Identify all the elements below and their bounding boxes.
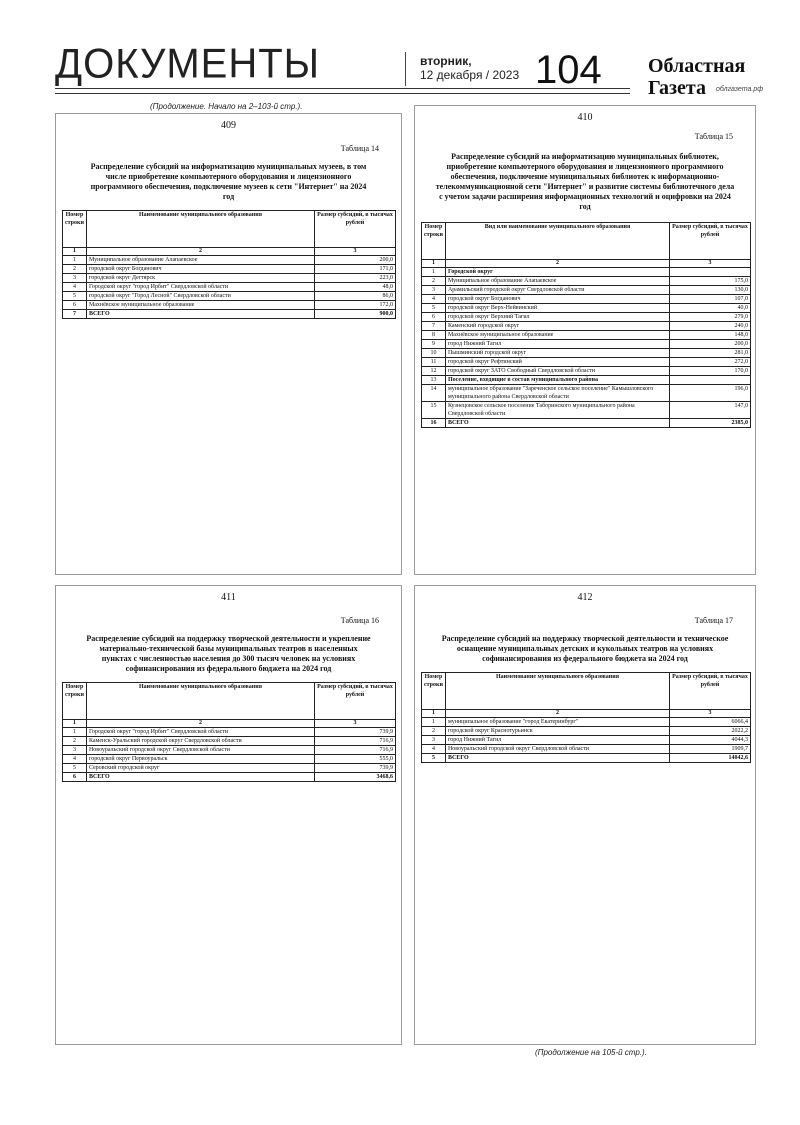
row-name: Серовский городской округ [86,764,314,773]
row-amount: 555,0 [315,755,396,764]
row-amount: 107,0 [670,295,751,304]
row-amount: 40,0 [670,304,751,313]
row-amount: 240,0 [670,322,751,331]
table-row [422,402,751,419]
col-header-name: Вид или наименование муниципального образования [445,223,669,260]
col-index: 2 [445,710,669,718]
row-name: Новоуральский городской округ Свердловской области [445,745,669,754]
row-name: городской округ Верх-Нейвинский [445,304,669,313]
table-row [63,301,396,310]
table-row [63,283,396,292]
row-amount: 130,0 [670,286,751,295]
table-index-row [422,260,751,268]
col-index: 1 [422,260,446,268]
row-number: 1 [63,256,87,265]
row-amount: 86,0 [315,292,396,301]
row-number: 15 [422,402,446,419]
col-header-amount: Размер субсидий, в тысячах рублей [315,211,396,248]
col-index: 1 [63,720,87,728]
table-row [63,764,396,773]
table-panel-409 [55,113,402,575]
row-amount: 223,0 [315,274,396,283]
table-row [422,745,751,754]
row-number: 11 [422,358,446,367]
row-amount: 739,9 [315,728,396,737]
row-amount: 279,0 [670,313,751,322]
col-index: 1 [63,248,87,256]
row-name: ВСЕГО [86,773,314,782]
row-amount: 170,0 [670,367,751,376]
row-name: муниципальное образование "Зареченское сельское поселение" Камышловского муниципального района Свердловской области [445,385,669,402]
table-number: 411 [221,592,236,603]
table-row [422,304,751,313]
row-number: 5 [422,754,446,763]
table-number: 409 [221,120,236,131]
col-index: 2 [86,248,314,256]
table-row [63,746,396,755]
logo-line-1: Областная [648,55,746,77]
row-amount: 175,0 [670,277,751,286]
row-amount: 4044,3 [670,736,751,745]
row-number: 4 [422,745,446,754]
row-number: 6 [422,313,446,322]
row-number: 1 [63,728,87,737]
row-amount: 1909,7 [670,745,751,754]
table-label: Таблица 17 [694,616,733,625]
row-name: городской округ Дегтярск [86,274,314,283]
header-separator [405,52,406,86]
row-amount: 200,0 [670,340,751,349]
row-amount: 739,9 [315,764,396,773]
row-amount: 14042,6 [670,754,751,763]
table-row [422,268,751,277]
row-number: 5 [63,292,87,301]
row-name: Городской округ [445,268,669,277]
col-header-name: Наименование муниципального образования [445,673,669,710]
issue-weekday: вторник, [420,54,472,68]
table-row [422,286,751,295]
row-name: Новоуральский городской округ Свердловской области [86,746,314,755]
row-number: 7 [422,322,446,331]
row-name: Кузнецовское сельское поселение Таборинского муниципального района Свердловской области [445,402,669,419]
row-number: 14 [422,385,446,402]
table-row [422,349,751,358]
table-row [422,419,751,428]
row-name: Арамильский городской округ Свердловской области [445,286,669,295]
row-number: 9 [422,340,446,349]
subsidy-table [62,210,396,319]
table-header-row [63,211,396,248]
col-header-name: Наименование муниципального образования [86,211,314,248]
row-number: 3 [63,746,87,755]
col-header-amount: Размер субсидий, в тысячах рублей [670,223,751,260]
row-name: ВСЕГО [445,754,669,763]
row-amount: 196,0 [670,385,751,402]
table-row [63,292,396,301]
row-number: 6 [63,301,87,310]
subsidy-table [421,672,751,763]
row-name: муниципальное образование "город Екатеринбург" [445,718,669,727]
col-header-name: Наименование муниципального образования [86,683,314,720]
table-title: Распределение субсидий на информатизацию муниципальных библиотек, приобретение компьютерного оборудования и лицензионного программного обеспечения, подключение муниципальных библиотек к информационно-телекоммуникационной сети "Интернет" и развитие системы библиотечного дела с учетом задачи расширения информационных технологий и оцифровки на 2024 год [435,152,735,211]
row-amount: 3468,6 [315,773,396,782]
table-row [422,736,751,745]
table-row [63,274,396,283]
col-header-number: Номер строки [422,223,446,260]
table-row [63,265,396,274]
issue-date-value: 12 декабря / 2023 [420,68,520,82]
continued-from-note: (Продолжение. Начало на 2–103-й стр.). [150,102,303,111]
site-name: облгазета.рф [716,86,764,93]
row-number: 4 [63,755,87,764]
row-number: 7 [63,310,87,319]
row-name: городской округ Первоуральск [86,755,314,764]
row-number: 3 [422,736,446,745]
row-amount: 2022,2 [670,727,751,736]
row-name: городской округ Богданович [445,295,669,304]
row-amount: 716,9 [315,746,396,755]
table-row [422,754,751,763]
table-row [422,367,751,376]
col-header-amount: Размер субсидий, в тысячах рублей [315,683,396,720]
row-name: городской округ ЗАТО Свободный Свердловской области [445,367,669,376]
col-index: 2 [86,720,314,728]
row-number: 4 [422,295,446,304]
row-name: городской округ Краснотурьинск [445,727,669,736]
row-amount: 2385,0 [670,419,751,428]
table-number: 412 [577,592,593,603]
row-name: городской округ Верхний Тагил [445,313,669,322]
table-number: 410 [577,112,593,123]
table-row [422,385,751,402]
table-row [422,727,751,736]
row-number: 2 [63,265,87,274]
table-index-row [63,248,396,256]
header-rule-2 [55,93,630,94]
issue-date [420,54,519,82]
row-name: городской округ Рефтинский [445,358,669,367]
col-index: 1 [422,710,446,718]
row-amount: 148,0 [670,331,751,340]
table-index-row [422,710,751,718]
row-amount: 172,0 [315,301,396,310]
table-panel-411 [55,585,402,1045]
col-header-number: Номер строки [422,673,446,710]
row-number: 2 [63,737,87,746]
row-number: 3 [63,274,87,283]
row-number: 8 [422,331,446,340]
row-number: 12 [422,367,446,376]
row-amount: 716,9 [315,737,396,746]
logo-line-2: Газета [648,77,706,99]
table-row [422,277,751,286]
row-number: 10 [422,349,446,358]
table-row [422,331,751,340]
col-header-number: Номер строки [63,211,87,248]
table-row [422,295,751,304]
row-amount: 272,0 [670,358,751,367]
table-label: Таблица 16 [340,616,379,625]
col-header-number: Номер строки [63,683,87,720]
table-row [422,358,751,367]
table-header-row [422,673,751,710]
table-panel-410 [414,105,756,575]
row-name: Каменск-Уральский городской округ Свердловской области [86,737,314,746]
section-title: ДОКУМЕНТЫ [55,40,321,88]
col-index: 3 [315,720,396,728]
row-number: 16 [422,419,446,428]
row-number: 1 [422,718,446,727]
subsidy-table [62,682,396,782]
row-name: Городской округ "город Ирбит" Свердловской области [86,283,314,292]
table-title: Распределение субсидий на поддержку творческой деятельности и техническое оснащение муниципальных детских и кукольных театров на условиях софинансирования из федерального бюджета на 2024 год [441,634,729,663]
table-header-row [422,223,751,260]
table-row [63,755,396,764]
row-name: Муниципальное образование Алапаевское [445,277,669,286]
row-name: Махнёвское муниципальное образование [86,301,314,310]
col-index: 3 [670,260,751,268]
table-row [422,718,751,727]
row-number: 2 [422,277,446,286]
table-row [422,313,751,322]
row-number: 1 [422,268,446,277]
row-amount: 171,0 [315,265,396,274]
table-row [63,310,396,319]
row-amount: 6066,4 [670,718,751,727]
row-name: Муниципальное образование Алапаевское [86,256,314,265]
row-name: ВСЕГО [86,310,314,319]
row-name: город Нижний Тагил [445,340,669,349]
row-name: Махнёвское муниципальное образование [445,331,669,340]
row-amount [670,268,751,277]
table-label: Таблица 14 [340,144,379,153]
page-number: 104 [535,48,602,92]
table-header-row [63,683,396,720]
table-panel-412 [414,585,756,1045]
table-title: Распределение субсидий на поддержку творческой деятельности и укрепление материально-технической базы муниципальных театров в населенных пунктах с численностью населения до 300 тысяч человек на условиях софинансирования из федерального бюджета на 2024 год [86,634,371,673]
table-row [422,376,751,385]
continued-to-note: (Продолжение на 105-й стр.). [535,1048,647,1057]
table-row [422,322,751,331]
row-number: 4 [63,283,87,292]
row-number: 2 [422,727,446,736]
row-number: 13 [422,376,446,385]
table-row [63,728,396,737]
row-amount: 48,0 [315,283,396,292]
row-number: 5 [63,764,87,773]
col-header-amount: Размер субсидий, в тысячах рублей [670,673,751,710]
row-name: город Нижний Тагил [445,736,669,745]
table-row [63,737,396,746]
row-name: Городской округ "город Ирбит" Свердловской области [86,728,314,737]
table-row [422,340,751,349]
row-name: Пышминский городской округ [445,349,669,358]
table-index-row [63,720,396,728]
row-number: 3 [422,286,446,295]
row-name: городской округ Богданович [86,265,314,274]
table-row [63,773,396,782]
table-title: Распределение субсидий на информатизацию муниципальных музеев, в том числе приобретение компьютерного оборудования и лицензионного программного обеспечения, подключение музеев к сети "Интернет" на 2024 год [90,162,367,201]
row-name: Поселение, входящие в состав муниципального района [445,376,669,385]
row-name: ВСЕГО [445,419,669,428]
row-number: 6 [63,773,87,782]
row-name: Каменский городской округ [445,322,669,331]
row-amount: 200,0 [315,256,396,265]
table-label: Таблица 15 [694,132,733,141]
row-name: городской округ "Город Лесной" Свердловской области [86,292,314,301]
col-index: 2 [445,260,669,268]
row-number: 5 [422,304,446,313]
col-index: 3 [670,710,751,718]
table-row [63,256,396,265]
subsidy-table [421,222,751,428]
row-amount: 147,0 [670,402,751,419]
col-index: 3 [315,248,396,256]
row-amount: 900,0 [315,310,396,319]
row-amount: 281,0 [670,349,751,358]
row-amount [670,376,751,385]
